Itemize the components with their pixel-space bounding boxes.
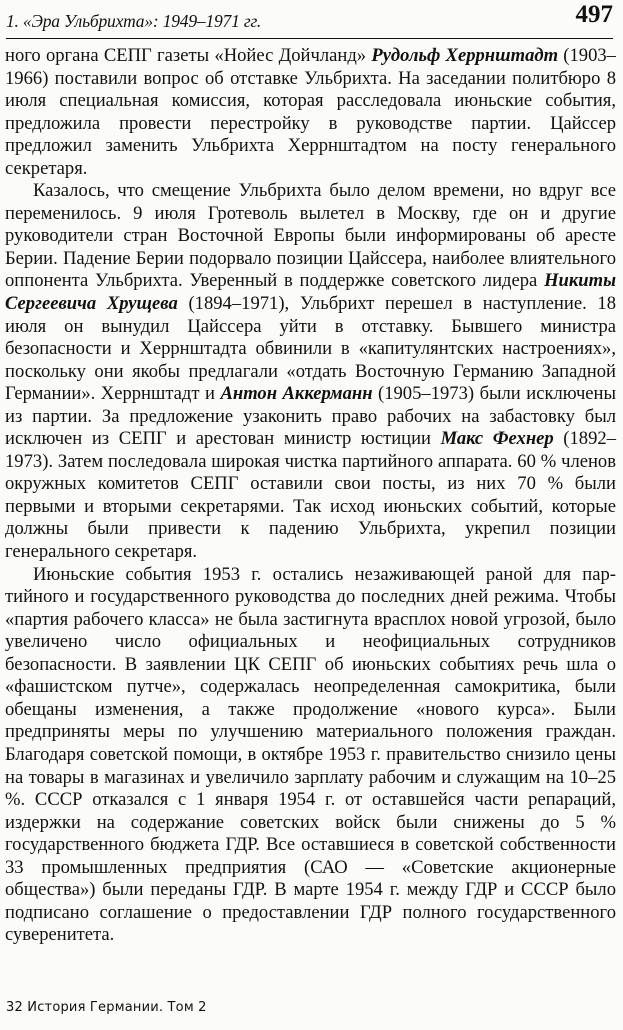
text-run: (1903–1966) поставили вопрос об отставке Ульбрихта. На заседании политбюро 8 июля специальная комиссия, которая расследовала июньские события, предложила провести перестройку в руководстве партии. Цайссер предложил заменить Ульбрихта Херрнштадтом на посту генерального секретаря. — [5, 45, 616, 179]
paragraph-1 — [5, 45, 616, 180]
text-run: Июньские события 1953 г. остались незаживающей раной для партийного и государственного руководства до последних дней режима. Чтобы «партия рабочего класса» не была застигнута врасплох новой угрозой, было увеличено число официальных и неофициальных сотрудников безопасности. В заявлении ЦК СЕПГ об июньских событиях речь шла о «фашистском путче», содержалась неопределенная самокритика, были обещаны изменения, а также продолжение «нового курса». Были предприняты меры по улучшению материального положения граждан. Благодаря советской помощи, в октябре 1953 г. правительство снизило цены на товары в магазинах и увеличило зарплату рабочим и служащим на 10–25 %. СССР отказался с 1 января 1954 г. от оставшейся части репараций, издержки на содержание советских войск были снижены до 5 % государственного бюджета ГДР. Все оставшиеся в советской собственности 33 промышленных предприятия (САО — «Советские акционерные общества») были переданы ГДР. В марте 1954 г. между ГДР и СССР было подписано соглашение о предоставлении ГДР полного государственного суверенитета. — [5, 563, 616, 946]
text-run: (1905–1973) были исключены из партии. За предложение узаконить право рабочих на забастовку был исключен из СЕПГ и арестован министр юстиции — [5, 383, 616, 450]
signature-mark: 32 История Германии. Том 2 — [6, 1000, 207, 1015]
page-header — [6, 0, 613, 39]
text-run: ного органа СЕПГ газеты «Нойес Дойчланд» — [5, 45, 372, 66]
person-name: Антон Аккерманн — [220, 383, 373, 405]
body-text — [5, 45, 616, 947]
text-run: (1892–1973). Затем последовала широкая чистка партийного аппарата. 60 % членов окружных комитетов СЕПГ оставили свои посты, из них 70 % были первыми и вторыми секретарями. Так исход июньских событий, которые должны были привести к падению Ульбрихта, укрепил позиции генерального секретаря. — [5, 428, 616, 563]
text-run: Казалось, что смещение Ульбрихта было делом времени, но вдруг все переменилось. 9 июля Гротеволь вылетел в Москву, где он и другие руководители стран Восточной Европы были информированы об аресте Берии. Падение Берии подорвало позиции Цайссера, наиболее влиятельного оппонента Ульбрихта. Уверенный в поддержке советского лидера — [5, 180, 616, 292]
page-number: 497 — [575, 1, 613, 28]
text-run: (1894–1971), Ульбрихт перешел в наступление. 18 июля он вынудил Цайссера уйти в отставку. Бывшего министра безопасности и Херрнштадта обвинили в «капитулянтских настроениях», поскольку они якобы предлагали «отдать Восточную Германию Западной Германии». Херрнштадт и — [5, 293, 617, 405]
person-name: Никиты Сергеевича Хрущева — [5, 270, 616, 315]
running-title: 1. «Эра Ульбрихта»: 1949–1971 гг. — [6, 11, 262, 31]
paragraph-2 — [5, 180, 616, 563]
paragraph-3 — [5, 564, 616, 947]
person-name: Рудольф Херрнштадт — [371, 45, 559, 66]
person-name: Макс Фехнер — [440, 428, 554, 450]
